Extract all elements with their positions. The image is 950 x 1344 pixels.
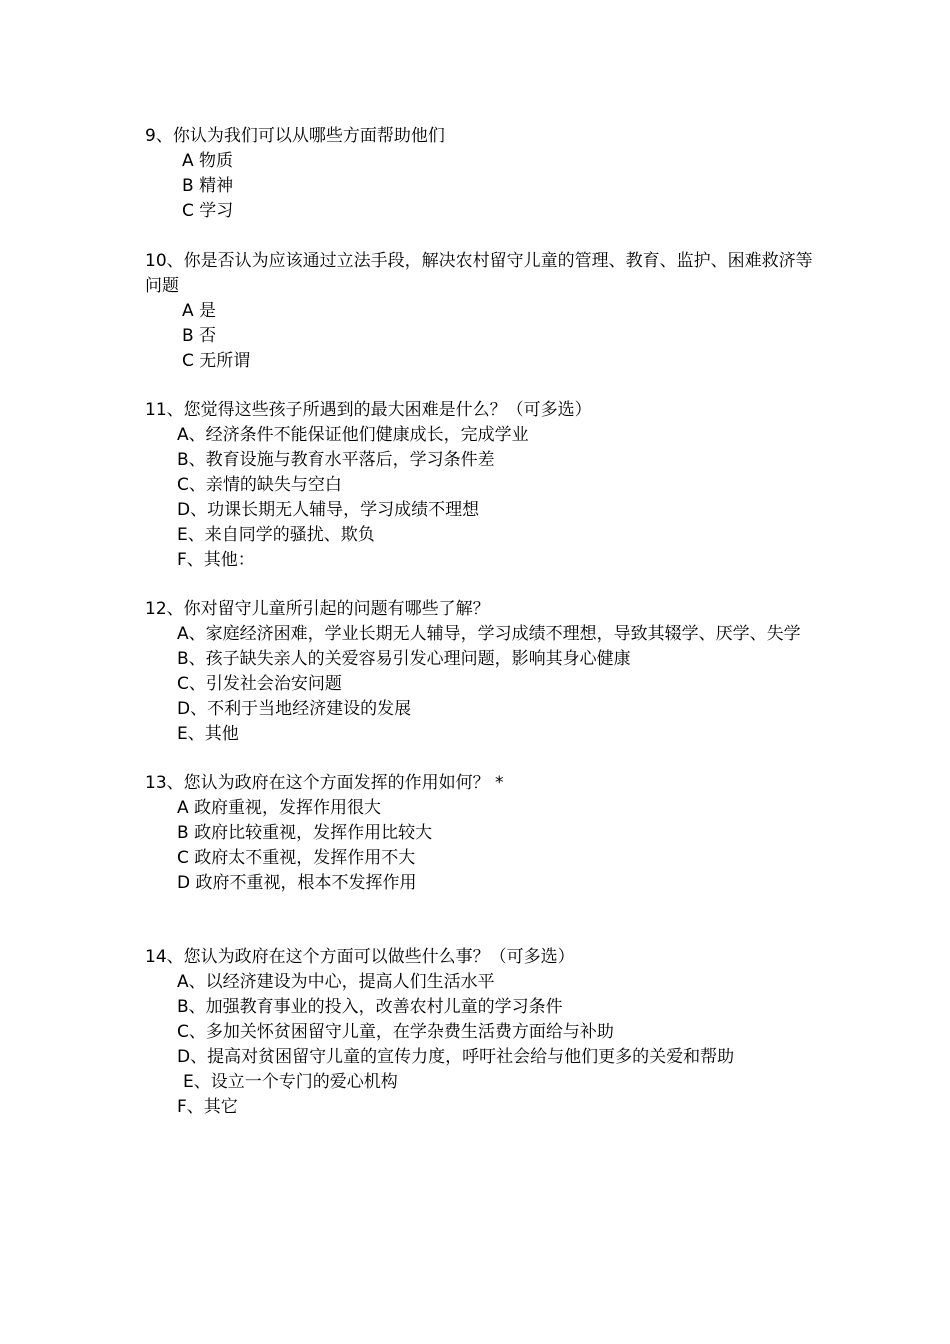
option-c: C、多加关怀贫困留守儿童，在学杂费生活费方面给与补助 xyxy=(177,1022,614,1042)
option-d: D、不利于当地经济建设的发展 xyxy=(177,699,412,719)
question-10 xyxy=(145,249,825,374)
option-c: C 无所谓 xyxy=(182,351,251,371)
option-b: B、加强教育事业的投入，改善农村儿童的学习条件 xyxy=(177,997,563,1017)
option-a: A 是 xyxy=(182,301,217,321)
option-c: C 学习 xyxy=(182,201,234,221)
question-title: 11、您觉得这些孩子所遇到的最大困难是什么？（可多选） xyxy=(145,400,592,420)
question-9 xyxy=(145,124,825,224)
option-a: A、以经济建设为中心，提高人们生活水平 xyxy=(177,972,495,992)
option-d: D 政府不重视，根本不发挥作用 xyxy=(177,873,417,893)
question-title: 9、你认为我们可以从哪些方面帮助他们 xyxy=(145,126,445,146)
option-a: A 物质 xyxy=(182,151,234,171)
option-e: E、来自同学的骚扰、欺负 xyxy=(177,525,375,545)
option-c: C、亲情的缺失与空白 xyxy=(177,475,342,495)
question-14 xyxy=(145,945,825,1120)
option-e: E、设立一个专门的爱心机构 xyxy=(183,1072,398,1092)
option-a: A 政府重视，发挥作用很大 xyxy=(177,798,382,818)
question-title: 14、您认为政府在这个方面可以做些什么事？（可多选） xyxy=(145,947,575,967)
option-c: C、引发社会治安问题 xyxy=(177,674,342,694)
question-title: 13、您认为政府在这个方面发挥的作用如何？ * xyxy=(145,773,504,793)
option-f: F、其它 xyxy=(177,1097,238,1117)
question-11 xyxy=(145,398,825,573)
option-f: F、其他： xyxy=(177,550,255,570)
question-title: 12、你对留守儿童所引起的问题有哪些了解？ xyxy=(145,599,490,619)
option-d: D、提高对贫困留守儿童的宣传力度，呼吁社会给与他们更多的关爱和帮助 xyxy=(177,1047,735,1067)
option-b: B、孩子缺失亲人的关爱容易引发心理问题，影响其身心健康 xyxy=(177,649,631,669)
option-b: B 精神 xyxy=(182,176,234,196)
option-b: B 政府比较重视，发挥作用比较大 xyxy=(177,823,433,843)
option-b: B 否 xyxy=(182,326,217,346)
option-b: B、教育设施与教育水平落后，学习条件差 xyxy=(177,450,495,470)
option-a: A、家庭经济困难，学业长期无人辅导，学习成绩不理想，导致其辍学、厌学、失学 xyxy=(177,624,801,644)
question-13 xyxy=(145,771,825,896)
option-d: D、功课长期无人辅导，学习成绩不理想 xyxy=(177,500,480,520)
question-title: 10、你是否认为应该通过立法手段，解决农村留守儿童的管理、教育、监护、困难救济等问题 xyxy=(145,251,813,296)
option-a: A、经济条件不能保证他们健康成长，完成学业 xyxy=(177,425,529,445)
option-c: C 政府太不重视，发挥作用不大 xyxy=(177,848,416,868)
question-12 xyxy=(145,597,825,747)
option-e: E、其他 xyxy=(177,724,239,744)
